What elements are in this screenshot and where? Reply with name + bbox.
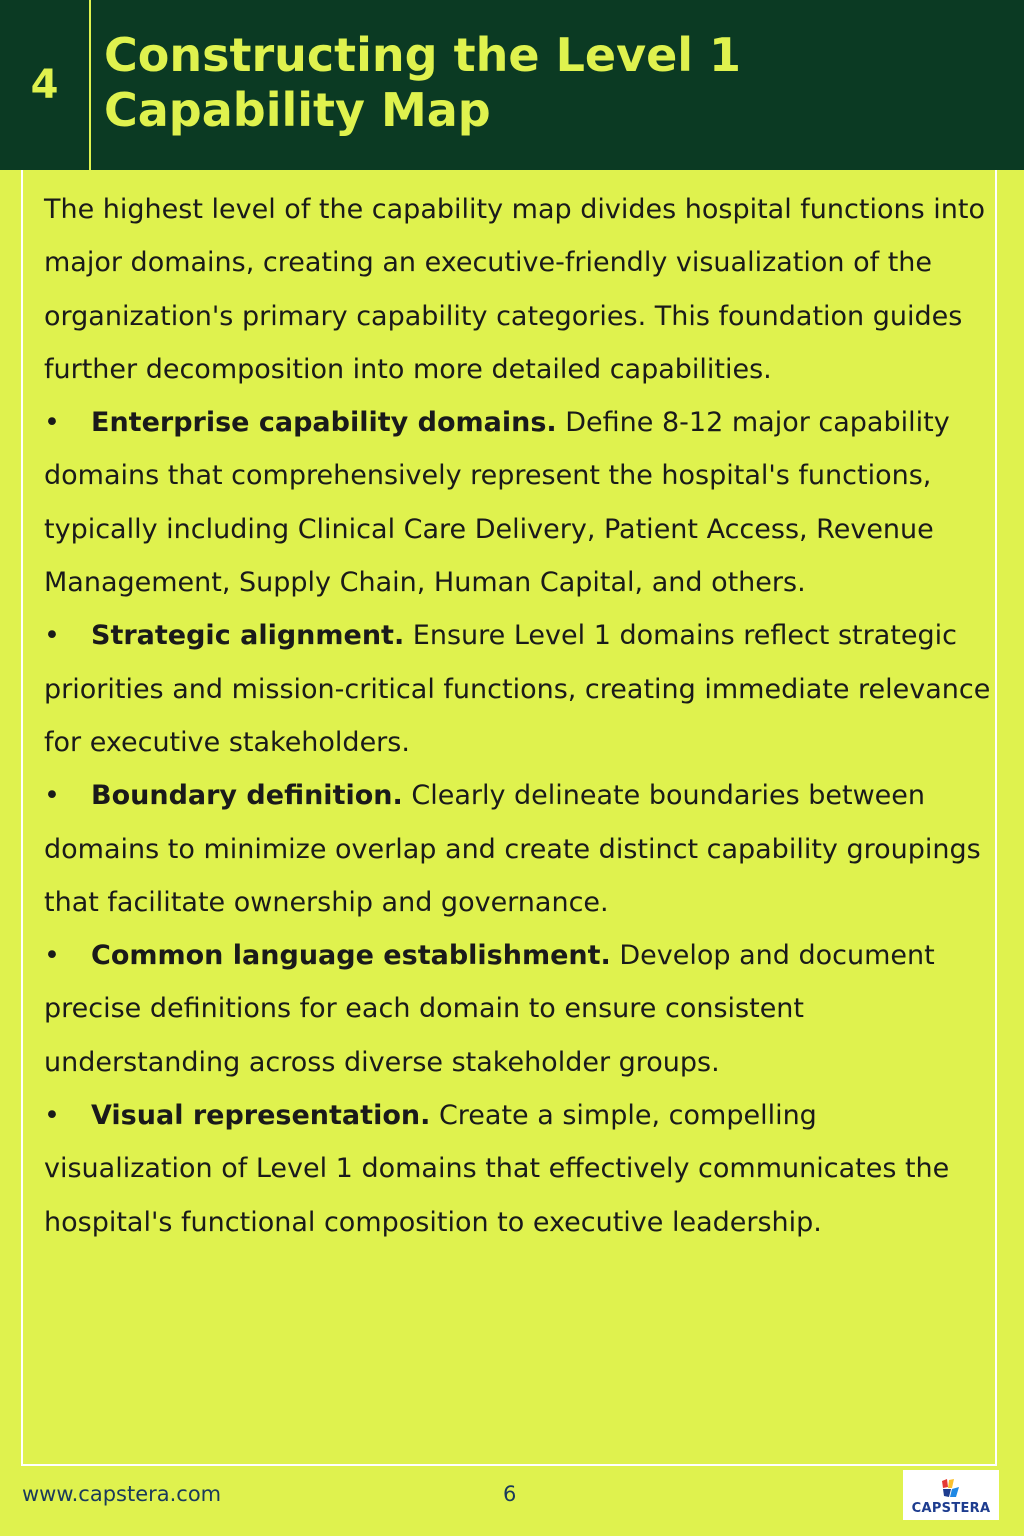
- bullet-item: [44, 929, 994, 1089]
- bullet-dot: •: [44, 620, 60, 652]
- logo-wordmark: CAPSTERA: [911, 1501, 991, 1516]
- bullet-item: [44, 609, 994, 769]
- bullet-lead: Common language establishment.: [91, 940, 611, 972]
- page-header: [0, 0, 1024, 170]
- bullet-item: [44, 1089, 994, 1249]
- title-line-1: Constructing the Level 1: [104, 28, 742, 82]
- page-number: 6: [503, 1482, 517, 1506]
- bullet-lead: Visual representation.: [91, 1100, 431, 1132]
- section-number: 4: [30, 62, 59, 108]
- bullet-text: Define 8-12 major capability domains that comprehensively represent the hospital's functions, typically including Clinical Care Delivery, Patient Access, Revenue Management, Supply Chain, Human Capital, and others.: [44, 407, 950, 599]
- title-line-2: Capability Map: [104, 83, 491, 137]
- bullet-item: [44, 769, 994, 929]
- bullet-text: Develop and document precise definitions for each domain to ensure consistent understanding across diverse stakeholder groups.: [44, 940, 935, 1078]
- bullet-dot: •: [44, 1100, 60, 1132]
- bullet-item: [44, 396, 994, 609]
- bullet-lead: Strategic alignment.: [91, 620, 405, 652]
- bullet-dot: •: [44, 940, 60, 972]
- bullet-lead: Boundary definition.: [91, 780, 403, 812]
- bullet-dot: •: [44, 407, 60, 439]
- bullet-text: Create a simple, compelling visualization of Level 1 domains that effectively communicates the hospital's functional composition to executive leadership.: [44, 1100, 950, 1238]
- header-divider: [89, 0, 91, 170]
- bullet-lead: Enterprise capability domains.: [91, 407, 557, 439]
- capstera-logo-icon: [939, 1477, 963, 1501]
- intro-paragraph: The highest level of the capability map divides hospital functions into major domains, creating an executive-friendly visualization of the organization's primary capability categories. This foundation guides further decomposition into more detailed capabilities.: [44, 194, 985, 385]
- bullet-dot: •: [44, 780, 60, 812]
- content-body: [44, 183, 994, 1249]
- bullet-text: Clearly delineate boundaries between domains to minimize overlap and create distinct capability groupings that facilitate ownership and governance.: [44, 780, 981, 918]
- bullet-text: Ensure Level 1 domains reflect strategic priorities and mission-critical functions, creating immediate relevance for executive stakeholders.: [44, 620, 991, 758]
- capstera-logo: [903, 1470, 999, 1520]
- page-title: [104, 28, 984, 138]
- footer-website-link[interactable]: www.capstera.com: [22, 1482, 222, 1506]
